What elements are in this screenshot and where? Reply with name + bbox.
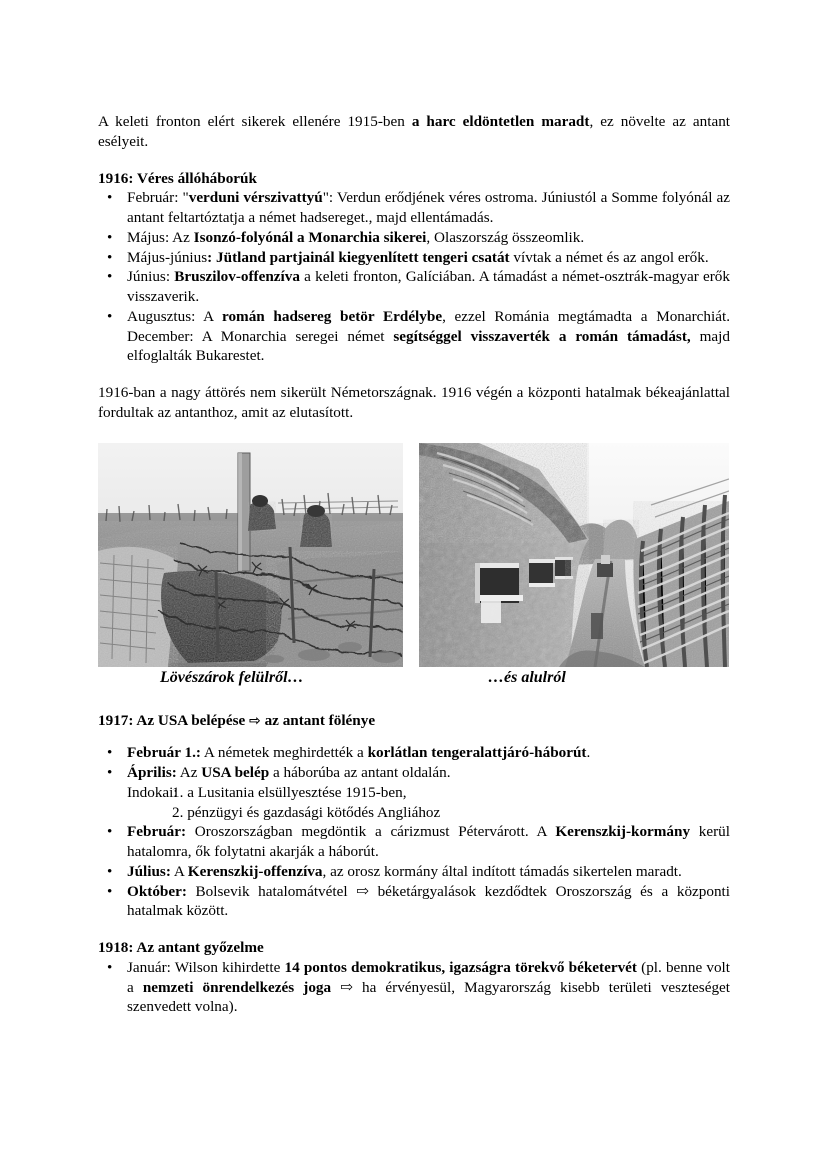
list-item-text bbox=[127, 883, 730, 920]
list-item-text bbox=[127, 268, 730, 305]
plain-text: , ezzel Románia megtámadta a Monarchiát. December: A Monarchia seregei német bbox=[127, 307, 730, 345]
plain-text: Bolsevik hatalomátvétel ⇨ béketárgyalások kezdődtek Oroszország és a központi hatalmak között. bbox=[127, 882, 730, 920]
bullet-dot-icon: • bbox=[107, 307, 113, 325]
reasons-sublist bbox=[127, 783, 730, 823]
spacer bbox=[98, 152, 730, 169]
bullet-dot-icon: • bbox=[107, 228, 113, 246]
emphasis-text: Július: bbox=[127, 862, 171, 880]
intro-bold-phrase: a harc eldöntetlen maradt bbox=[411, 113, 590, 130]
emphasis-text: Kerenszkij-offenzíva bbox=[187, 862, 323, 880]
caption-trench-from-above: Lövészárok felülről… bbox=[160, 668, 304, 686]
bullet-dot-icon: • bbox=[107, 862, 113, 880]
list-item bbox=[98, 882, 730, 922]
plain-text: Oroszországban megdöntik a cárizmust Pétervárott. A bbox=[186, 823, 556, 841]
plain-text: vívtak a német és az angol erők. bbox=[509, 248, 709, 266]
document-content bbox=[98, 112, 730, 1017]
emphasis-text: Kerenszkij-kormány bbox=[555, 823, 691, 841]
heading-1917-part1: 1917: Az USA belépése bbox=[98, 711, 250, 729]
list-item bbox=[98, 267, 730, 307]
plain-text: Augusztus: A bbox=[127, 307, 222, 325]
plain-text: Január: Wilson kihirdette bbox=[127, 958, 285, 976]
trench-from-below-photo bbox=[419, 443, 729, 667]
list-item-text bbox=[127, 959, 730, 1016]
list-item bbox=[98, 188, 730, 228]
intro-text-part2: , ez növelte az antant esélyeit. bbox=[98, 113, 731, 150]
emphasis-text: USA belép bbox=[201, 764, 270, 781]
plain-text: ": Verdun erődjének véres ostroma. Júniustól a Somme folyónál az antant feltartóztatja a német hadsereget., majd ellentámadás. bbox=[127, 189, 730, 226]
list-item-text bbox=[127, 249, 709, 266]
spacer bbox=[98, 694, 730, 711]
heading-1917 bbox=[98, 711, 730, 731]
spacer bbox=[98, 730, 730, 743]
bullet-dot-icon: • bbox=[107, 958, 113, 976]
plain-text: Június: bbox=[127, 268, 175, 286]
plain-text: , az orosz kormány által indított támadás sikertelen maradt. bbox=[322, 862, 682, 880]
plain-text: . bbox=[586, 744, 591, 762]
plain-text: A németek meghirdették a bbox=[200, 744, 368, 762]
reason-row bbox=[127, 803, 730, 823]
emphasis-text: : Jütland partjainál kiegyenlített tengeri csatát bbox=[207, 248, 510, 266]
heading-1916: 1916: Véres állóháborúk bbox=[98, 169, 257, 187]
plain-text: kerül hatalomra, ők folytatni akarják a háborút. bbox=[127, 823, 730, 860]
list-item bbox=[98, 763, 730, 822]
list-item bbox=[98, 822, 730, 862]
list-item bbox=[98, 743, 730, 763]
plain-text: Az bbox=[176, 764, 202, 781]
spacer bbox=[98, 423, 730, 443]
list-item-text bbox=[127, 189, 730, 226]
intro-text-part1: A keleti fronton elért sikerek ellenére 1915-ben bbox=[98, 113, 412, 130]
plain-text: Május-június bbox=[127, 248, 208, 266]
reason-item: 1. a Lusitania elsüllyesztése 1915-ben, bbox=[172, 783, 407, 801]
list-item-text bbox=[127, 823, 730, 860]
rightwards-arrow-icon: ⇨ bbox=[249, 712, 261, 729]
bullet-dot-icon: • bbox=[107, 268, 113, 286]
emphasis-text: Isonzó-folyónál a Monarchia sikerei bbox=[193, 228, 427, 246]
plain-text: a háborúba az antant oldalán. bbox=[269, 764, 451, 781]
bullet-list-1917 bbox=[98, 743, 730, 921]
emphasis-text: verduni vérszivattyú bbox=[188, 189, 323, 207]
spacer bbox=[98, 921, 730, 938]
trench-from-above-photo bbox=[98, 443, 403, 667]
bullet-dot-icon: • bbox=[107, 882, 113, 900]
emphasis-text: 14 pontos demokratikus, igazságra törekvő béketervét bbox=[284, 958, 637, 976]
plain-text: Február: " bbox=[127, 189, 189, 207]
caption-trench-from-below: …és alulról bbox=[488, 668, 566, 686]
list-item-text bbox=[127, 863, 682, 880]
reason-row bbox=[127, 783, 730, 803]
figure-caption-row bbox=[98, 668, 730, 694]
spacer bbox=[98, 366, 730, 383]
emphasis-text: román hadsereg betör Erdélybe bbox=[221, 307, 443, 325]
plain-text: (pl. benne volt a bbox=[127, 958, 730, 996]
emphasis-text: nemzeti önrendelkezés joga bbox=[142, 978, 332, 996]
emphasis-text: segítséggel visszaverték a román támadást, bbox=[393, 327, 691, 345]
bullet-dot-icon: • bbox=[107, 248, 113, 266]
bullet-dot-icon: • bbox=[107, 744, 113, 762]
list-item bbox=[98, 228, 730, 248]
emphasis-text: Október: bbox=[127, 882, 187, 900]
plain-text: A bbox=[170, 862, 188, 880]
emphasis-text: korlátlan tengeralattjáró-háborút bbox=[367, 744, 587, 762]
list-item-text bbox=[127, 744, 590, 761]
plain-text: a keleti fronton, Galíciában. A támadást a német-osztrák-magyar erők visszaverik. bbox=[127, 268, 730, 305]
intro-paragraph bbox=[98, 112, 730, 152]
closing-paragraph-1916: 1916-ban a nagy áttörés nem sikerült Németországnak. 1916 végén a központi hatalmak békeajánlattal fordultak az antanthoz, amit az elutasított. bbox=[98, 384, 730, 421]
plain-text: majd elfoglalták Bukarestet. bbox=[127, 327, 730, 365]
reason-item: 2. pénzügyi és gazdasági kötődés Angliához bbox=[172, 803, 441, 821]
bullet-list-1916 bbox=[98, 188, 730, 366]
list-item bbox=[98, 862, 730, 882]
list-item bbox=[98, 958, 730, 1017]
bullet-dot-icon: • bbox=[107, 189, 113, 207]
reasons-label: Indokai: bbox=[127, 783, 178, 801]
heading-1918: 1918: Az antant győzelme bbox=[98, 939, 264, 956]
plain-text: , Olaszország összeomlik. bbox=[426, 228, 585, 246]
bullet-list-1918 bbox=[98, 958, 730, 1017]
emphasis-text: Február: bbox=[127, 823, 187, 841]
plain-text: ⇨ ha érvényesül, Magyarország kisebb területi veszteséget szenvedett volna). bbox=[127, 978, 730, 1016]
bullet-dot-icon: • bbox=[107, 823, 113, 841]
heading-1917-part2: az antant fölénye bbox=[260, 711, 376, 729]
list-item-text bbox=[127, 229, 584, 246]
list-item bbox=[98, 307, 730, 366]
figure-row bbox=[98, 443, 730, 668]
emphasis-text: Április: bbox=[127, 764, 177, 781]
list-item bbox=[98, 248, 730, 268]
plain-text: Május: Az bbox=[127, 228, 194, 246]
bullet-dot-icon: • bbox=[107, 764, 113, 781]
list-item-text bbox=[127, 308, 730, 365]
list-item-text bbox=[127, 764, 451, 781]
emphasis-text: Február 1.: bbox=[127, 744, 201, 762]
emphasis-text: Bruszilov-offenzíva bbox=[174, 268, 300, 286]
